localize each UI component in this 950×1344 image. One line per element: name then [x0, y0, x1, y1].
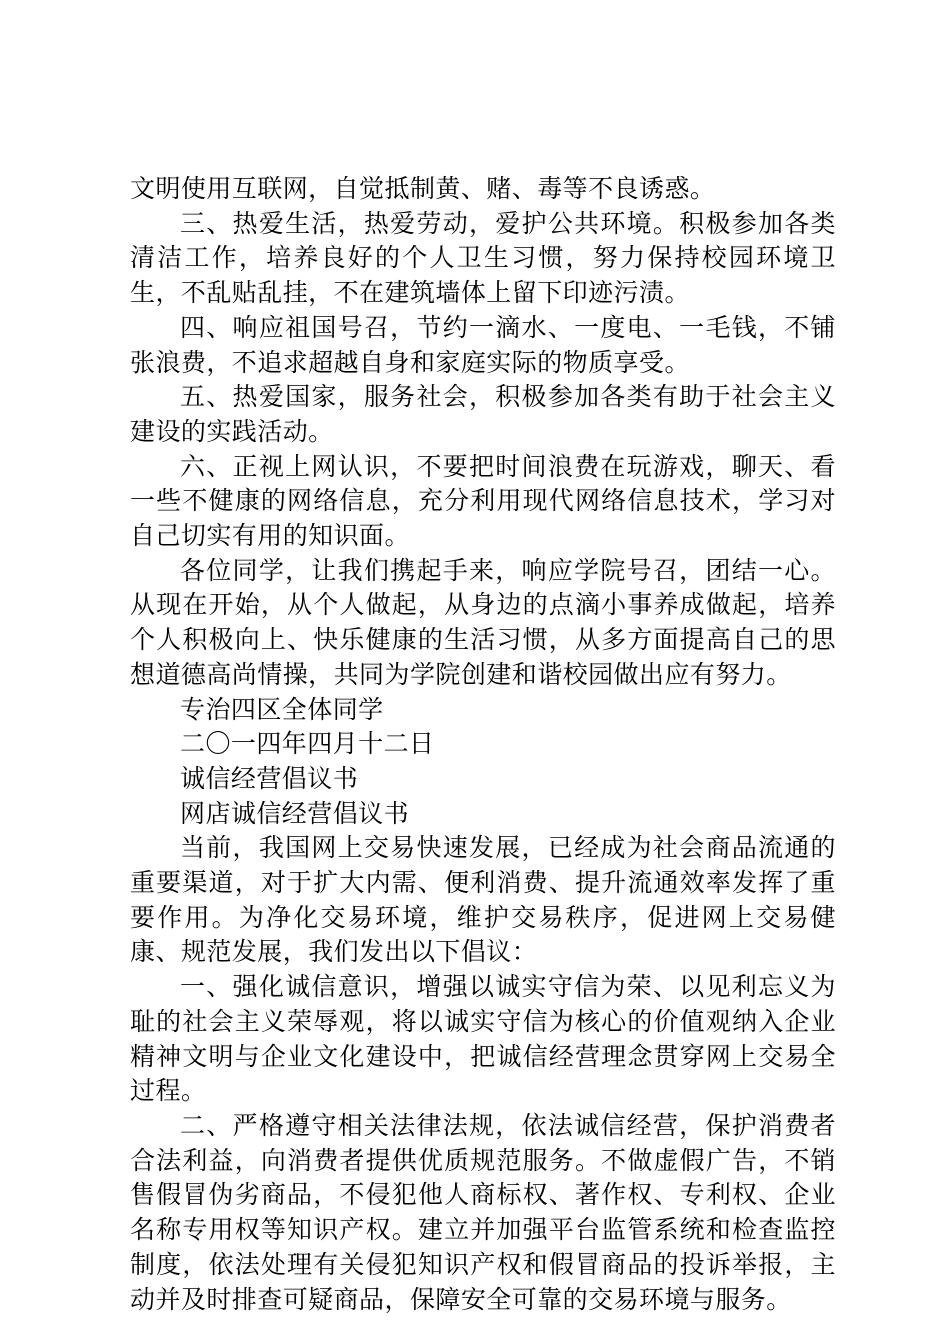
paragraph: 当前，我国网上交易快速发展，已经成为社会商品流通的重要渠道，对于扩大内需、便利消费、提升流通效率发挥了重要作用。为净化交易环境，维护交易秩序，促进网上交易健康、规范发展，我们发出以下倡议：	[130, 833, 836, 967]
paragraph: 一、强化诚信意识，增强以诚实守信为荣、以见利忘义为耻的社会主义荣辱观，将以诚实守信为核心的价值观纳入企业精神文明与企业文化建设中，把诚信经营理念贯穿网上交易全过程。	[130, 972, 836, 1106]
paragraph: 四、响应祖国号召，节约一滴水、一度电、一毛钱，不铺张浪费，不追求超越自身和家庭实际的物质享受。	[130, 312, 836, 377]
section-title: 网店诚信经营倡议书	[180, 798, 410, 828]
signature-line: 专治四区全体同学	[180, 694, 384, 724]
paragraph: 三、热爱生活，热爱劳动，爱护公共环境。积极参加各类清洁工作，培养良好的个人卫生习惯，努力保持校园环境卫生，不乱贴乱挂，不在建筑墙体上留下印迹污渍。	[130, 208, 836, 308]
paragraph: 二、严格遵守相关法律法规，依法诚信经营，保护消费者合法利益，向消费者提供优质规范服务。不做虚假广告，不销售假冒伪劣商品，不侵犯他人商标权、著作权、专利权、企业名称专用权等知识产权。建立并加强平台监管系统和检查监控制度，依法处理有关侵犯知识产权和假冒商品的投诉举报，主动并及时排查可疑商品，保障安全可靠的交易环境与服务。	[130, 1110, 836, 1314]
date-line: 二〇一四年四月十二日	[180, 729, 435, 759]
paragraph: 各位同学，让我们携起手来，响应学院号召，团结一心。从现在开始，从个人做起，从身边的点滴小事养成做起，培养个人积极向上、快乐健康的生活习惯，从多方面提高自己的思想道德高尚情操，共同为学院创建和谐校园做出应有努力。	[130, 555, 836, 689]
paragraph: 五、热爱国家，服务社会，积极参加各类有助于社会主义建设的实践活动。	[130, 382, 836, 446]
document-body	[130, 172, 836, 1317]
section-title: 诚信经营倡议书	[180, 763, 359, 793]
paragraph: 六、正视上网认识，不要把时间浪费在玩游戏，聊天、看一些不健康的网络信息，充分利用现代网络信息技术，学习对自己切实有用的知识面。	[130, 451, 836, 551]
paragraph: 文明使用互联网，自觉抵制黄、赌、毒等不良诱惑。	[130, 174, 716, 203]
